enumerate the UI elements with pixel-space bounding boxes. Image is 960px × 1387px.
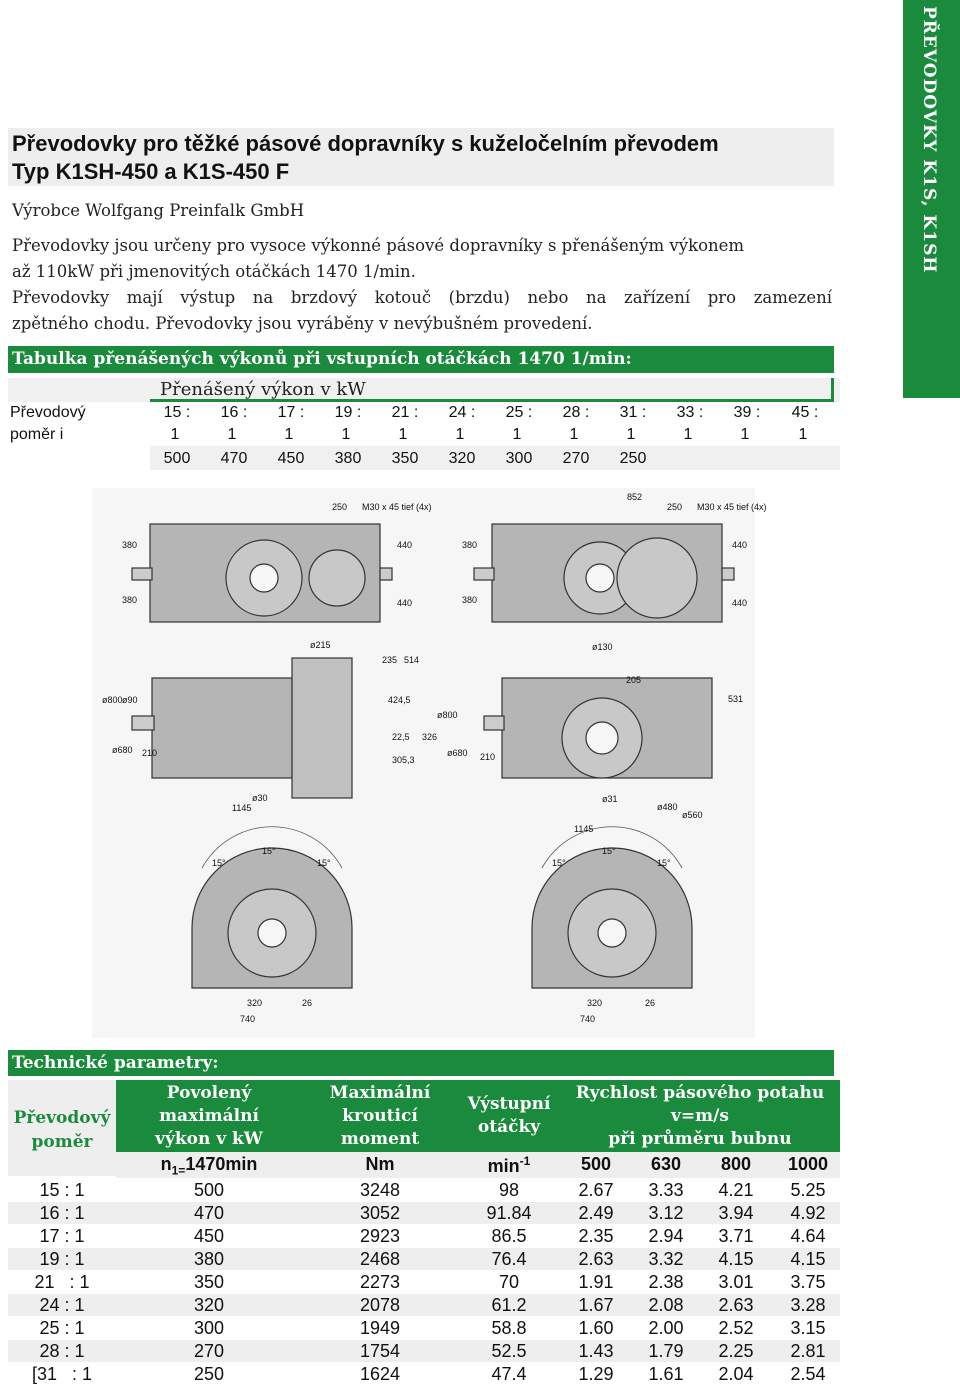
- ratio-cell: 28 : 1: [39, 1341, 85, 1361]
- dim-31: ø31: [602, 794, 618, 804]
- belt-header-line-3: při průměru bubnu: [608, 1129, 792, 1149]
- power-header-line-1: Povolený: [166, 1083, 252, 1103]
- unit-speed-min: min: [487, 1156, 520, 1176]
- power-cell: 470: [193, 1203, 225, 1223]
- ratio-cell: 19 : 1: [39, 1249, 85, 1269]
- ratio-numerator: 24 :: [448, 404, 476, 421]
- belt-630-cell: 3.12: [648, 1203, 684, 1223]
- description-line-2: až 110kW při jmenovitých otáčkách 1470 1/min.: [12, 262, 416, 281]
- speed-cell: 91.84: [486, 1203, 532, 1223]
- speed-cell: 61.2: [491, 1295, 527, 1315]
- ratio-denominator: 1: [284, 426, 294, 443]
- dim-740-a: 740: [240, 1014, 256, 1024]
- ratio-numerator: 16 :: [220, 404, 248, 421]
- power-value: 270: [562, 450, 590, 467]
- belt-630-cell: 2.08: [648, 1295, 684, 1315]
- drum-diameter: 500: [580, 1154, 612, 1174]
- table1-row-label-2: poměr i: [10, 426, 64, 443]
- belt-1000-cell: 5.25: [790, 1180, 826, 1200]
- dim-800-b: ø800: [437, 710, 458, 720]
- ratio-denominator: 1: [512, 426, 522, 443]
- unit-speed-sup: -1: [519, 1154, 531, 1168]
- torque-cell: 2273: [359, 1272, 401, 1292]
- dim-440-b: 440: [397, 598, 413, 608]
- power-cell: 250: [193, 1364, 225, 1384]
- dim-740-b: 740: [580, 1014, 596, 1024]
- ratio-cell: 17 : 1: [39, 1226, 85, 1246]
- technical-drawing: [92, 488, 767, 1038]
- angle-15-a: 15°: [212, 858, 226, 868]
- ratio-denominator: 1: [455, 426, 465, 443]
- description-line-3: Převodovky mají výstup na brzdový kotouč (brzdu) nebo na zařízení pro zamezení: [12, 288, 832, 307]
- angle-15-b: 15°: [262, 846, 276, 856]
- power-cell: 500: [193, 1180, 225, 1200]
- dim-800-a: ø800: [102, 695, 123, 705]
- power-value: 350: [391, 450, 419, 467]
- dim-250-a: 250: [332, 502, 348, 512]
- ratio-numerator: 39 :: [733, 404, 761, 421]
- table2-heading: Technické parametry:: [8, 1050, 834, 1076]
- dim-26-a: 26: [302, 998, 313, 1008]
- belt-1000-cell: 4.64: [790, 1226, 826, 1246]
- table2-torque-header: [302, 1080, 458, 1152]
- power-cell: 320: [193, 1295, 225, 1315]
- belt-1000-cell: 3.15: [790, 1318, 826, 1338]
- dim-320-b: 320: [587, 998, 603, 1008]
- dim-531: 531: [728, 694, 744, 704]
- dim-380-c: 380: [462, 540, 478, 550]
- belt-630-cell: 2.38: [648, 1272, 684, 1292]
- drum-diameter: 630: [650, 1154, 682, 1174]
- angle-15-c: 15°: [317, 858, 331, 868]
- speed-cell: 76.4: [491, 1249, 527, 1269]
- dim-380-b: 380: [122, 595, 138, 605]
- speed-cell: 86.5: [491, 1226, 527, 1246]
- belt-800-cell: 2.04: [718, 1364, 754, 1384]
- power-cell: 270: [193, 1341, 225, 1361]
- speed-header-line-1: Výstupní: [467, 1094, 551, 1114]
- power-header-line-2: maximální: [159, 1106, 259, 1126]
- unit-power: [116, 1154, 302, 1178]
- torque-header-line-2: krouticí: [342, 1106, 418, 1126]
- ratio-numerator: 15 :: [163, 404, 191, 421]
- belt-800-cell: 2.25: [718, 1341, 754, 1361]
- speed-header-line-2: otáčky: [477, 1117, 541, 1137]
- drum-diameter: 800: [720, 1154, 752, 1174]
- drum-diameter: 1000: [787, 1154, 829, 1174]
- dim-680-b: ø680: [447, 748, 468, 758]
- power-value: 250: [619, 450, 647, 467]
- torque-cell: 2923: [359, 1226, 401, 1246]
- ratio-numerator: 17 :: [277, 404, 305, 421]
- table1-subheading: Přenášený výkon v kW: [160, 379, 366, 400]
- belt-500-cell: 1.67: [578, 1295, 614, 1315]
- belt-630-cell: 3.33: [648, 1180, 684, 1200]
- power-cell: 350: [193, 1272, 225, 1292]
- ratio-numerator: 19 :: [334, 404, 362, 421]
- belt-1000-cell: 4.15: [790, 1249, 826, 1269]
- dim-1145-b: 1145: [574, 824, 594, 834]
- power-value: 470: [220, 450, 248, 467]
- dim-26-b: 26: [645, 998, 656, 1008]
- torque-cell: 2468: [359, 1249, 401, 1269]
- dim-130: ø130: [592, 642, 613, 652]
- dim-380-d: 380: [462, 595, 478, 605]
- belt-500-cell: 1.29: [578, 1364, 614, 1384]
- table2-power-header: [116, 1080, 302, 1152]
- torque-cell: 1624: [359, 1364, 401, 1384]
- speed-cell: 52.5: [491, 1341, 527, 1361]
- dim-852: 852: [627, 492, 643, 502]
- torque-header-line-3: moment: [340, 1129, 420, 1149]
- belt-500-cell: 2.35: [578, 1226, 614, 1246]
- ratio-numerator: 25 :: [505, 404, 533, 421]
- angle-15-e: 15°: [602, 846, 616, 856]
- belt-630-cell: 1.79: [648, 1341, 684, 1361]
- dim-440-c: 440: [732, 540, 748, 550]
- speed-cell: 58.8: [491, 1318, 527, 1338]
- power-value: 450: [277, 450, 305, 467]
- belt-500-cell: 1.60: [578, 1318, 614, 1338]
- ratio-denominator: 1: [626, 426, 636, 443]
- torque-cell: 3248: [359, 1180, 401, 1200]
- belt-800-cell: 2.52: [718, 1318, 754, 1338]
- power-value: 320: [448, 450, 476, 467]
- dim-m30-a: M30 x 45 tief (4x): [362, 502, 432, 512]
- drawing-svg: [92, 488, 767, 1038]
- dim-560: ø560: [682, 810, 703, 820]
- unit-power-sub: 1=: [171, 1163, 186, 1178]
- ratio-header-line-2: poměr: [31, 1132, 93, 1152]
- dim-235: 235: [382, 655, 398, 665]
- dim-440-a: 440: [397, 540, 413, 550]
- belt-1000-cell: 4.92: [790, 1203, 826, 1223]
- power-value: 300: [505, 450, 533, 467]
- torque-cell: 1949: [359, 1318, 401, 1338]
- dim-1145-a: 1145: [232, 803, 252, 813]
- belt-500-cell: 2.67: [578, 1180, 614, 1200]
- dim-30-a: ø30: [252, 793, 268, 803]
- torque-header-line-1: Maximální: [329, 1083, 431, 1103]
- belt-header-line-1: Rychlost pásového potahu: [575, 1083, 825, 1103]
- belt-800-cell: 3.01: [718, 1272, 754, 1292]
- dim-210-b: 210: [480, 752, 496, 762]
- torque-cell: 1754: [359, 1341, 401, 1361]
- table2-belt-header: [560, 1080, 840, 1152]
- unit-power-n: n: [160, 1154, 172, 1174]
- table1-heading: Tabulka přenášených výkonů při vstupních otáčkách 1470 1/min:: [8, 346, 834, 373]
- dim-215: ø215: [310, 640, 331, 650]
- gearbox-section-left: [152, 678, 292, 778]
- belt-500-cell: 2.63: [578, 1249, 614, 1269]
- power-cell: 380: [193, 1249, 225, 1269]
- ratio-numerator: 31 :: [619, 404, 647, 421]
- unit-torque: Nm: [365, 1154, 395, 1174]
- dim-22: 22,5: [392, 732, 410, 742]
- dim-320-a: 320: [247, 998, 263, 1008]
- dim-424: 424,5: [388, 695, 411, 705]
- belt-1000-cell: 3.75: [790, 1272, 826, 1292]
- belt-1000-cell: 3.28: [790, 1295, 826, 1315]
- belt-500-cell: 1.91: [578, 1272, 614, 1292]
- belt-800-cell: 2.63: [718, 1295, 754, 1315]
- belt-1000-cell: 2.54: [790, 1364, 826, 1384]
- ratio-denominator: 1: [798, 426, 808, 443]
- ratio-numerator: 28 :: [562, 404, 590, 421]
- power-cell: 300: [193, 1318, 225, 1338]
- description-line-4: zpětného chodu. Převodovky jsou vyráběny v nevýbušném provedení.: [12, 314, 593, 333]
- ratio-denominator: 1: [569, 426, 579, 443]
- side-tab: [903, 0, 960, 398]
- belt-header-line-2: v=m/s: [671, 1106, 729, 1126]
- dim-514: 514: [404, 655, 420, 665]
- power-value: 380: [334, 450, 362, 467]
- table2-speed-header: [458, 1080, 560, 1152]
- ratio-denominator: 1: [227, 426, 237, 443]
- speed-cell: 98: [498, 1180, 520, 1200]
- belt-500-cell: 1.43: [578, 1341, 614, 1361]
- dim-440-d: 440: [732, 598, 748, 608]
- power-value: 500: [163, 450, 191, 467]
- belt-1000-cell: 2.81: [790, 1341, 826, 1361]
- ratio-cell: 24 : 1: [39, 1295, 85, 1315]
- description-line-1: Převodovky jsou určeny pro vysoce výkonné pásové dopravníky s přenášeným výkonem: [12, 236, 745, 255]
- ratio-numerator: 45 :: [791, 404, 819, 421]
- ratio-cell: 15 : 1: [39, 1180, 85, 1200]
- dim-90: ø90: [122, 695, 138, 705]
- ratio-numerator: 21 :: [391, 404, 419, 421]
- dim-480: ø480: [657, 802, 678, 812]
- belt-800-cell: 3.71: [718, 1226, 754, 1246]
- ratio-denominator: 1: [341, 426, 351, 443]
- belt-500-cell: 2.49: [578, 1203, 614, 1223]
- torque-cell: 2078: [359, 1295, 401, 1315]
- ratio-denominator: 1: [398, 426, 408, 443]
- speed-cell: 47.4: [491, 1364, 527, 1384]
- dim-380-a: 380: [122, 540, 138, 550]
- ratio-denominator: 1: [683, 426, 693, 443]
- belt-630-cell: 2.00: [648, 1318, 684, 1338]
- belt-630-cell: 2.94: [648, 1226, 684, 1246]
- ratio-cell: 25 : 1: [39, 1318, 85, 1338]
- page-title: Převodovky pro těžké pásové dopravníky s kuželočelním převodem: [12, 131, 719, 156]
- speed-cell: 70: [498, 1272, 520, 1292]
- belt-630-cell: 3.32: [648, 1249, 684, 1269]
- dim-680-a: ø680: [112, 745, 133, 755]
- belt-800-cell: 4.21: [718, 1180, 754, 1200]
- power-cell: 450: [193, 1226, 225, 1246]
- belt-800-cell: 3.94: [718, 1203, 754, 1223]
- ratio-numerator: 33 :: [676, 404, 704, 421]
- page-subtitle: Typ K1SH-450 a K1S-450 F: [12, 159, 290, 184]
- dim-210-a: 210: [142, 748, 158, 758]
- angle-15-d: 15°: [552, 858, 566, 868]
- dim-m30-b: M30 x 45 tief (4x): [697, 502, 767, 512]
- ratio-cell: 21 : 1: [34, 1272, 90, 1292]
- ratio-denominator: 1: [740, 426, 750, 443]
- unit-speed: [458, 1154, 560, 1177]
- table2-ratio-header: [8, 1106, 116, 1154]
- dim-326: 326: [422, 732, 438, 742]
- side-tab-label: PŘEVODOVKY K1S, K1SH: [919, 6, 939, 274]
- ratio-header-line-1: Převodový: [13, 1108, 111, 1128]
- belt-800-cell: 4.15: [718, 1249, 754, 1269]
- table1-row-label-1: Převodový: [10, 404, 86, 421]
- unit-power-rest: 1470min: [185, 1154, 258, 1174]
- ratio-cell: [31 : 1: [31, 1364, 93, 1384]
- ratio-cell: 16 : 1: [39, 1203, 85, 1223]
- dim-205: 205: [626, 675, 642, 685]
- belt-630-cell: 1.61: [648, 1364, 684, 1384]
- power-header-line-3: výkon v kW: [155, 1129, 263, 1149]
- manufacturer: Výrobce Wolfgang Preinfalk GmbH: [12, 201, 305, 220]
- torque-cell: 3052: [359, 1203, 401, 1223]
- dim-250-b: 250: [667, 502, 683, 512]
- ratio-denominator: 1: [170, 426, 180, 443]
- angle-15-f: 15°: [657, 858, 671, 868]
- dim-305: 305,3: [392, 755, 415, 765]
